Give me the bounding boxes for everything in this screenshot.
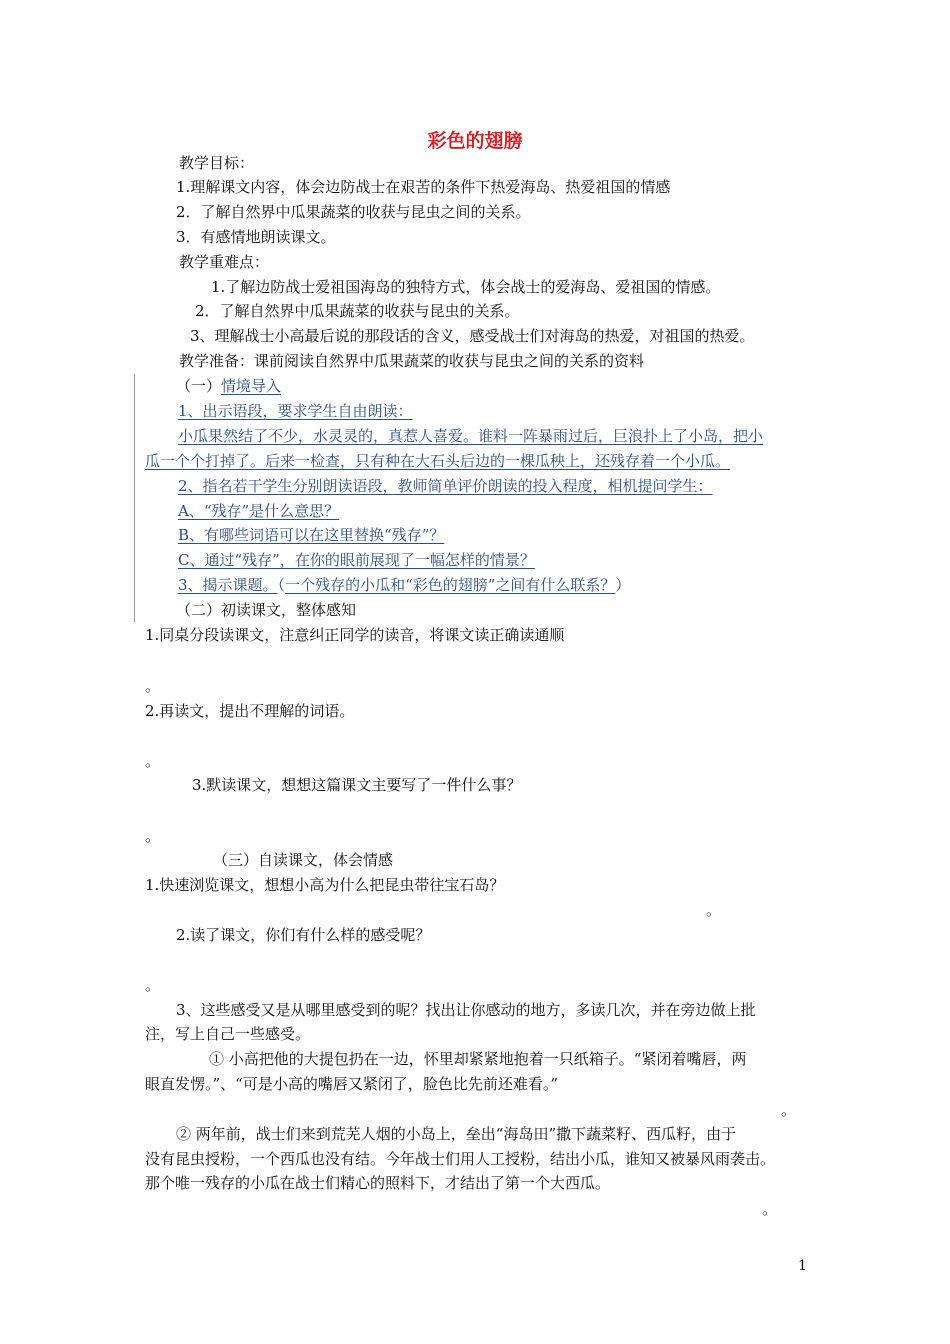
key-point-1: 1.了解边防战士爱祖国海岛的独特方式，体会战士的爱海岛、爱祖国的情感。: [211, 278, 721, 296]
revision-bar: [134, 374, 135, 622]
section-2-q3: 3.默读课文，想想这篇课文主要写了一件什么事？: [192, 776, 522, 794]
citation-2-line-1: ② 两年前，战士们来到荒芜人烟的小岛上，垒出“海岛田”撒下蔬菜籽、西瓜籽，由于: [176, 1125, 737, 1143]
question-c: C、通过“残存”，在你的眼前展现了一幅怎样的情景？: [178, 551, 535, 569]
blank-mark-1: 。: [145, 677, 161, 695]
section-2-q1: 1.同桌分段读课文，注意纠正同学的读音，将课文读正确读通顺: [145, 626, 565, 644]
section-1-title: 情境导入: [221, 377, 282, 395]
page-number: 1: [798, 1258, 807, 1274]
reveal-question: 一个残存的小瓜和“彩色的翅膀”之间有什么联系？: [285, 576, 616, 594]
citation-1-line-1: ① 小高把他的大提包扔在一边，怀里却紧紧地抱着一只纸箱子。“紧闭着嘴唇，两: [209, 1050, 747, 1068]
key-point-3: 3、理解战士小高最后说的那段话的含义，感受战士们对海岛的热爱，对祖国的热爱。: [190, 327, 755, 345]
section-1-heading: [176, 376, 281, 396]
section-1-item-1: 1、出示语段，要求学生自由朗读：: [178, 402, 413, 420]
section-2-heading: （二）初读课文，整体感知: [176, 601, 357, 619]
section-3-q1: 1.快速浏览课文，想想小高为什么把昆虫带往宝石岛？: [145, 876, 505, 894]
blank-mark-6: 。: [781, 1101, 797, 1119]
section-3-q3-line-1: 3、这些感受又是从哪里感受到的呢？找出让你感动的地方，多读几次，并在旁边做上批: [176, 1001, 756, 1019]
key-points-heading: 教学重难点：: [179, 253, 270, 271]
reveal-title: 3、揭示课题。: [178, 576, 278, 594]
document-title: 彩色的翅膀: [427, 130, 523, 152]
section-1-item-3: [145, 575, 630, 595]
teaching-prep: 教学准备：课前阅读自然界中瓜果蔬菜的收获与昆虫之间的关系的资料: [179, 352, 645, 370]
blank-mark-5: 。: [145, 976, 161, 994]
citation-2-line-2: 没有昆虫授粉，一个西瓜也没有结。今年战士们用人工授粉，结出小瓜，谁知又被暴风雨袭击。: [145, 1150, 776, 1168]
paren-open: （: [277, 576, 286, 594]
citation-1-line-2: 眼直发愣。”、“可是小高的嘴唇又紧闭了，脸色比先前还难看。”: [145, 1075, 559, 1093]
section-1-item-2: 2、指名若干学生分别朗读语段，教师简单评价朗读的投入程度，相机提问学生：: [178, 477, 713, 495]
quote-line-2: 瓜一个个打掉了。后来一检查，只有种在大石头后边的一棵瓜秧上，还残存着一个小瓜。: [145, 452, 731, 470]
goal-3: 3．有感情地朗读课文。: [176, 228, 336, 246]
section-3-q2: 2.读了课文，你们有什么样的感受呢？: [176, 926, 431, 944]
blank-mark-3: 。: [145, 827, 161, 845]
goal-1: 1.理解课文内容，体会边防战士在艰苦的条件下热爱海岛、热爱祖国的情感: [176, 178, 671, 196]
question-b: B、有哪些词语可以在这里替换“残存”？: [178, 526, 445, 544]
section-3-q3-line-2: 注，写上自己一些感受。: [145, 1025, 311, 1043]
blank-mark-2: 。: [145, 752, 161, 770]
question-a: A、“残存”是什么意思？: [178, 502, 340, 520]
goal-2: 2．了解自然界中瓜果蔬菜的收获与昆虫之间的关系。: [176, 203, 531, 221]
section-2-q2: 2.再读文，提出不理解的词语。: [145, 702, 355, 720]
quote-line-1: 小瓜果然结了不少，水灵灵的，真惹人喜爱。谁料一阵暴雨过后，巨浪扑上了小岛，把小: [178, 427, 764, 445]
goals-heading: 教学目标：: [179, 154, 255, 172]
blank-mark-4: 。: [706, 901, 722, 919]
section-3-heading: （三）自读课文，体会情感: [213, 851, 394, 869]
section-1-prefix: （一）: [176, 377, 222, 395]
citation-2-line-3: 那个唯一残存的小瓜在战士们精心的照料下，才结出了第一个大西瓜。: [145, 1174, 611, 1192]
blank-mark-7: 。: [762, 1200, 778, 1218]
key-point-2: 2．了解自然界中瓜果蔬菜的收获与昆虫的关系。: [195, 302, 520, 320]
paren-close: ）: [615, 576, 631, 594]
